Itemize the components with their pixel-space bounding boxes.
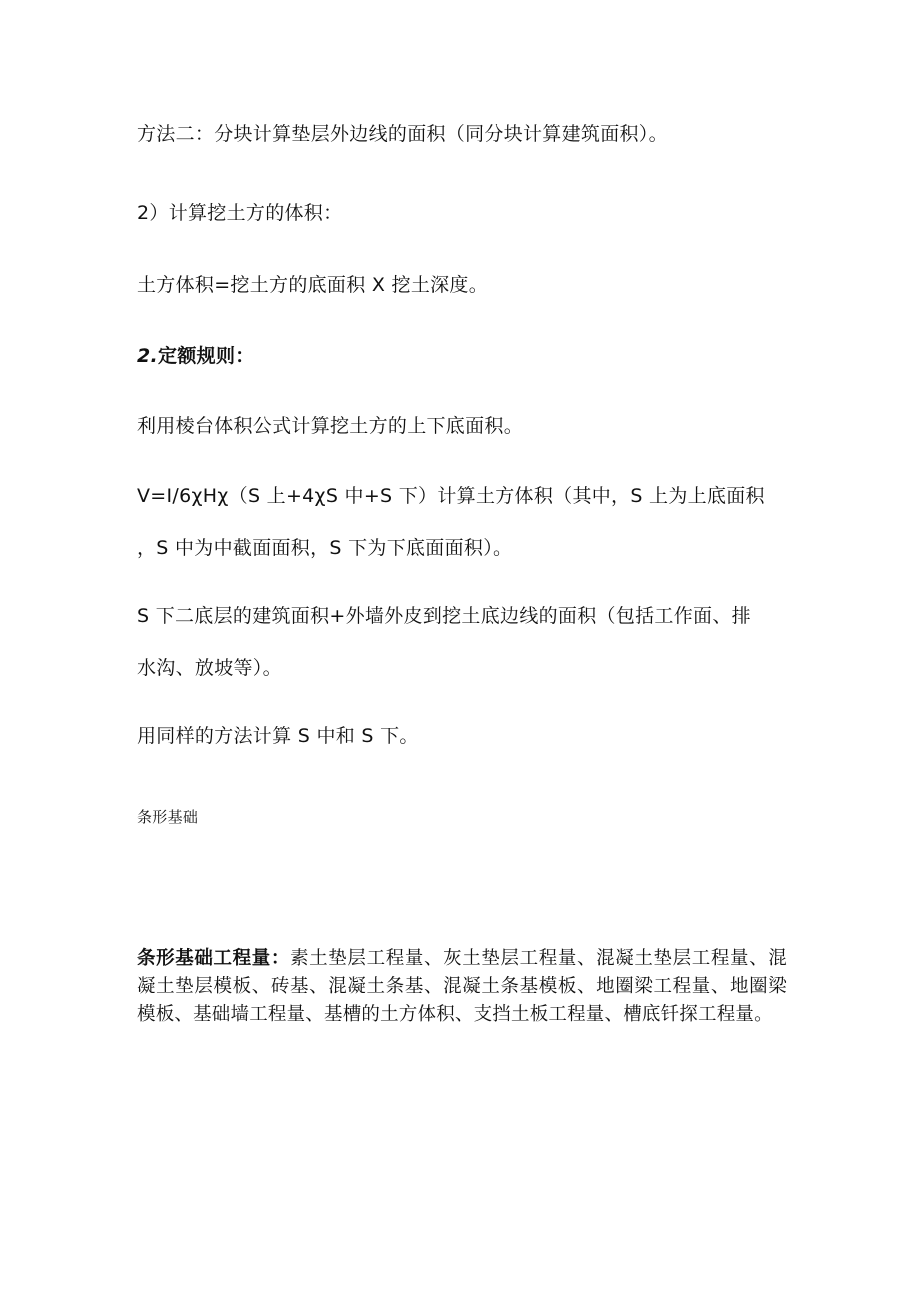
- quantities-lead: 条形基础工程量：: [137, 948, 291, 969]
- volume-formula-continuation: ，S 中为中截面面积，S 下为下底面面积）。: [137, 537, 513, 559]
- heading-text: 定额规则：: [158, 345, 255, 367]
- bottom-area-definition-continuation: 水沟、放坡等）。: [137, 657, 282, 679]
- quota-rules-heading: [137, 344, 255, 368]
- heading-number: 2.: [137, 345, 159, 367]
- bottom-area-definition: S 下二底层的建筑面积+外墙外皮到挖土底边线的面积（包括工作面、排: [137, 605, 751, 627]
- volume-formula-line: V=I∕6χHχ（S 上+4χS 中+S 下）计算土方体积（其中，S 上为上底面积: [137, 485, 765, 507]
- earthwork-volume-formula: 土方体积=挖土方的底面积 X 挖土深度。: [137, 274, 489, 296]
- strip-foundation-label: 条形基础: [137, 808, 199, 826]
- method-two-line: 方法二：分块计算垫层外边线的面积（同分块计算建筑面积）。: [137, 123, 668, 145]
- frustum-rule-line: 利用棱台体积公式计算挖土方的上下底面积。: [137, 415, 524, 437]
- excavation-volume-step: 2）计算挖土方的体积：: [137, 202, 343, 224]
- strip-foundation-quantities: [137, 945, 787, 1029]
- same-method-line: 用同样的方法计算 S 中和 S 下。: [137, 725, 419, 747]
- quantities-body: 素土垫层工程量、灰土垫层工程量、混凝土垫层工程量、混凝土垫层模板、砖基、混凝土条基、混凝土条基模板、地圈梁工程量、地圈梁模板、基础墙工程量、基槽的土方体积、支挡土板工程量、槽底钎探工程量。: [137, 948, 787, 1025]
